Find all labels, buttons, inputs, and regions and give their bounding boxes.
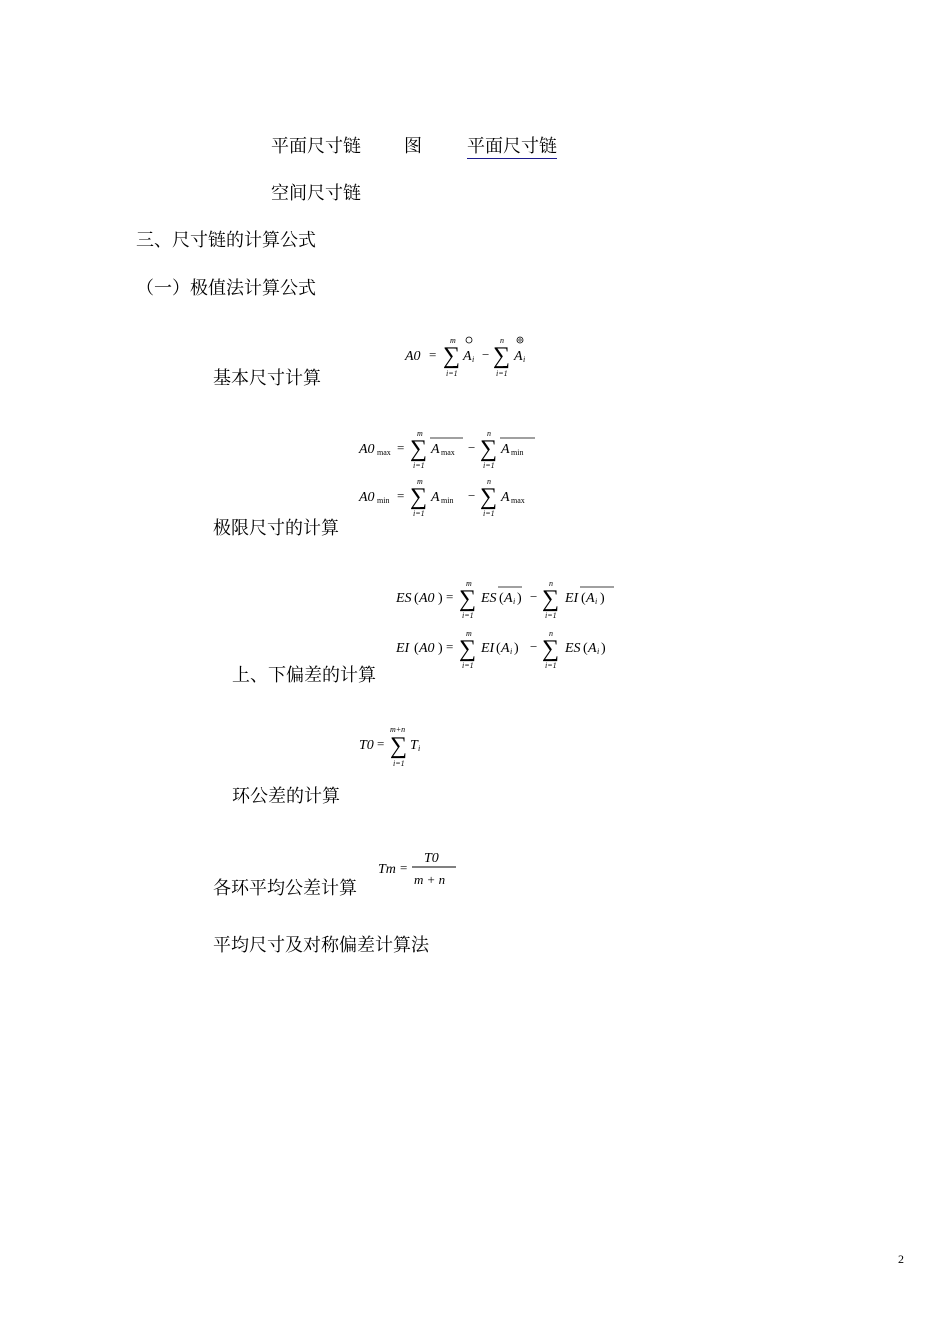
- svg-text:=: =: [446, 589, 454, 604]
- svg-text:ES: ES: [481, 591, 497, 606]
- sum-sign: ∑: [443, 343, 461, 369]
- svg-text:i: i: [597, 647, 600, 656]
- svg-text:i=1: i=1: [393, 759, 405, 768]
- ring-tolerance-formula: [357, 722, 437, 770]
- formula-term: A: [514, 349, 523, 364]
- svg-text:EI: EI: [481, 641, 495, 656]
- limit-size-label: 极限尺寸的计算: [213, 518, 339, 539]
- svg-text:A: A: [588, 641, 597, 656]
- svg-text:∑: ∑: [410, 484, 428, 510]
- deviation-label: 上、下偏差的计算: [232, 665, 376, 686]
- formula-term: A0: [405, 349, 421, 364]
- svg-text:−: −: [530, 639, 538, 654]
- svg-text:∑: ∑: [459, 586, 477, 612]
- svg-text:∑: ∑: [410, 436, 428, 462]
- svg-text:(: (: [496, 641, 501, 656]
- svg-text:m + n: m + n: [414, 872, 446, 887]
- svg-text:max: max: [511, 496, 525, 505]
- svg-text:A0: A0: [419, 641, 435, 656]
- svg-text:min: min: [377, 496, 390, 505]
- planar-chain-text: 平面尺寸链: [271, 136, 361, 157]
- svg-text:EI: EI: [396, 641, 410, 656]
- svg-text:EI: EI: [565, 591, 579, 606]
- svg-text:−: −: [468, 440, 476, 455]
- svg-text:=: =: [446, 639, 454, 654]
- svg-text:−: −: [468, 488, 476, 503]
- limit-size-formula: [357, 426, 547, 526]
- section-heading: 三、尺寸链的计算公式: [136, 230, 316, 251]
- svg-text:∑: ∑: [480, 484, 498, 510]
- svg-text:i=1: i=1: [545, 611, 557, 620]
- svg-text:A0: A0: [359, 490, 375, 505]
- svg-text:m+n: m+n: [390, 725, 406, 734]
- svg-text:): ): [600, 591, 605, 606]
- basic-size-formula: [403, 334, 543, 380]
- deviation-formula: [394, 576, 624, 676]
- svg-text:max: max: [441, 448, 455, 457]
- svg-text:∑: ∑: [480, 436, 498, 462]
- svg-text:A: A: [501, 641, 510, 656]
- sum-lower: i=1: [496, 369, 508, 378]
- spatial-chain-text: 空间尺寸链: [271, 183, 361, 204]
- svg-text:(: (: [583, 641, 588, 656]
- basic-size-label: 基本尺寸计算: [213, 368, 321, 389]
- svg-text:T0: T0: [359, 738, 374, 753]
- ring-tolerance-label: 环公差的计算: [232, 786, 340, 807]
- avg-size-label: 平均尺寸及对称偏差计算法: [213, 935, 429, 956]
- svg-text:=: =: [377, 736, 385, 751]
- svg-text:ES: ES: [565, 641, 581, 656]
- svg-text:A: A: [501, 442, 510, 457]
- svg-text:m: m: [417, 429, 423, 438]
- svg-text:T: T: [410, 738, 418, 753]
- svg-text:min: min: [511, 448, 524, 457]
- svg-text:(: (: [499, 591, 504, 606]
- svg-text:): ): [438, 591, 443, 606]
- sum-lower: i=1: [446, 369, 458, 378]
- svg-text:=: =: [397, 488, 405, 503]
- figure-label: 图: [404, 136, 422, 157]
- svg-text:i=1: i=1: [483, 509, 495, 518]
- svg-text:(: (: [414, 591, 419, 606]
- svg-text:−: −: [482, 347, 490, 362]
- planar-chain-link-text[interactable]: 平面尺寸链: [467, 136, 557, 157]
- svg-text:i: i: [523, 355, 526, 364]
- svg-text:(: (: [581, 591, 586, 606]
- svg-text:T0: T0: [424, 851, 439, 866]
- planar-chain-link[interactable]: [467, 136, 557, 158]
- svg-text:∑: ∑: [542, 586, 560, 612]
- svg-text:−: −: [530, 589, 538, 604]
- svg-text:i: i: [510, 647, 513, 656]
- avg-tolerance-label: 各环平均公差计算: [213, 878, 357, 899]
- svg-text:i: i: [513, 597, 516, 606]
- svg-text:i: i: [472, 355, 475, 364]
- svg-text:m: m: [466, 629, 472, 638]
- svg-text:m: m: [417, 477, 423, 486]
- svg-text:=: =: [397, 440, 405, 455]
- svg-text:∑: ∑: [542, 636, 560, 662]
- svg-text:A0: A0: [359, 442, 375, 457]
- svg-text:i=1: i=1: [545, 661, 557, 670]
- sum-upper: m: [450, 336, 456, 345]
- svg-text:i=1: i=1: [462, 661, 474, 670]
- svg-text:=: =: [429, 347, 437, 362]
- svg-text:∑: ∑: [459, 636, 477, 662]
- subsection-heading: （一）极值法计算公式: [136, 278, 316, 299]
- svg-text:A: A: [586, 591, 595, 606]
- svg-text:): ): [514, 641, 519, 656]
- svg-text:i=1: i=1: [483, 461, 495, 470]
- svg-text:i=1: i=1: [462, 611, 474, 620]
- svg-text:i: i: [418, 744, 421, 753]
- svg-text:min: min: [441, 496, 454, 505]
- sum-sign: ∑: [493, 343, 511, 369]
- avg-tolerance-formula: [376, 846, 466, 892]
- sum-upper: n: [500, 336, 504, 345]
- svg-text:m: m: [466, 579, 472, 588]
- svg-text:max: max: [377, 448, 391, 457]
- svg-text:=: =: [400, 860, 408, 875]
- svg-text:i=1: i=1: [413, 509, 425, 518]
- svg-text:n: n: [549, 579, 553, 588]
- svg-text:Tm: Tm: [378, 862, 396, 877]
- svg-text:A: A: [431, 442, 440, 457]
- svg-text:A: A: [504, 591, 513, 606]
- svg-text:i: i: [595, 597, 598, 606]
- svg-text:n: n: [487, 477, 491, 486]
- svg-text:n: n: [487, 429, 491, 438]
- svg-text:): ): [517, 591, 522, 606]
- svg-text:i=1: i=1: [413, 461, 425, 470]
- svg-text:A0: A0: [419, 591, 435, 606]
- svg-text:∑: ∑: [390, 733, 408, 759]
- page-number: 2: [898, 1252, 904, 1266]
- svg-text:ES: ES: [396, 591, 412, 606]
- svg-text:n: n: [549, 629, 553, 638]
- svg-text:(: (: [414, 641, 419, 656]
- svg-text:A: A: [431, 490, 440, 505]
- svg-text:): ): [601, 641, 606, 656]
- svg-text:A: A: [501, 490, 510, 505]
- svg-text:): ): [438, 641, 443, 656]
- formula-term: A: [463, 349, 472, 364]
